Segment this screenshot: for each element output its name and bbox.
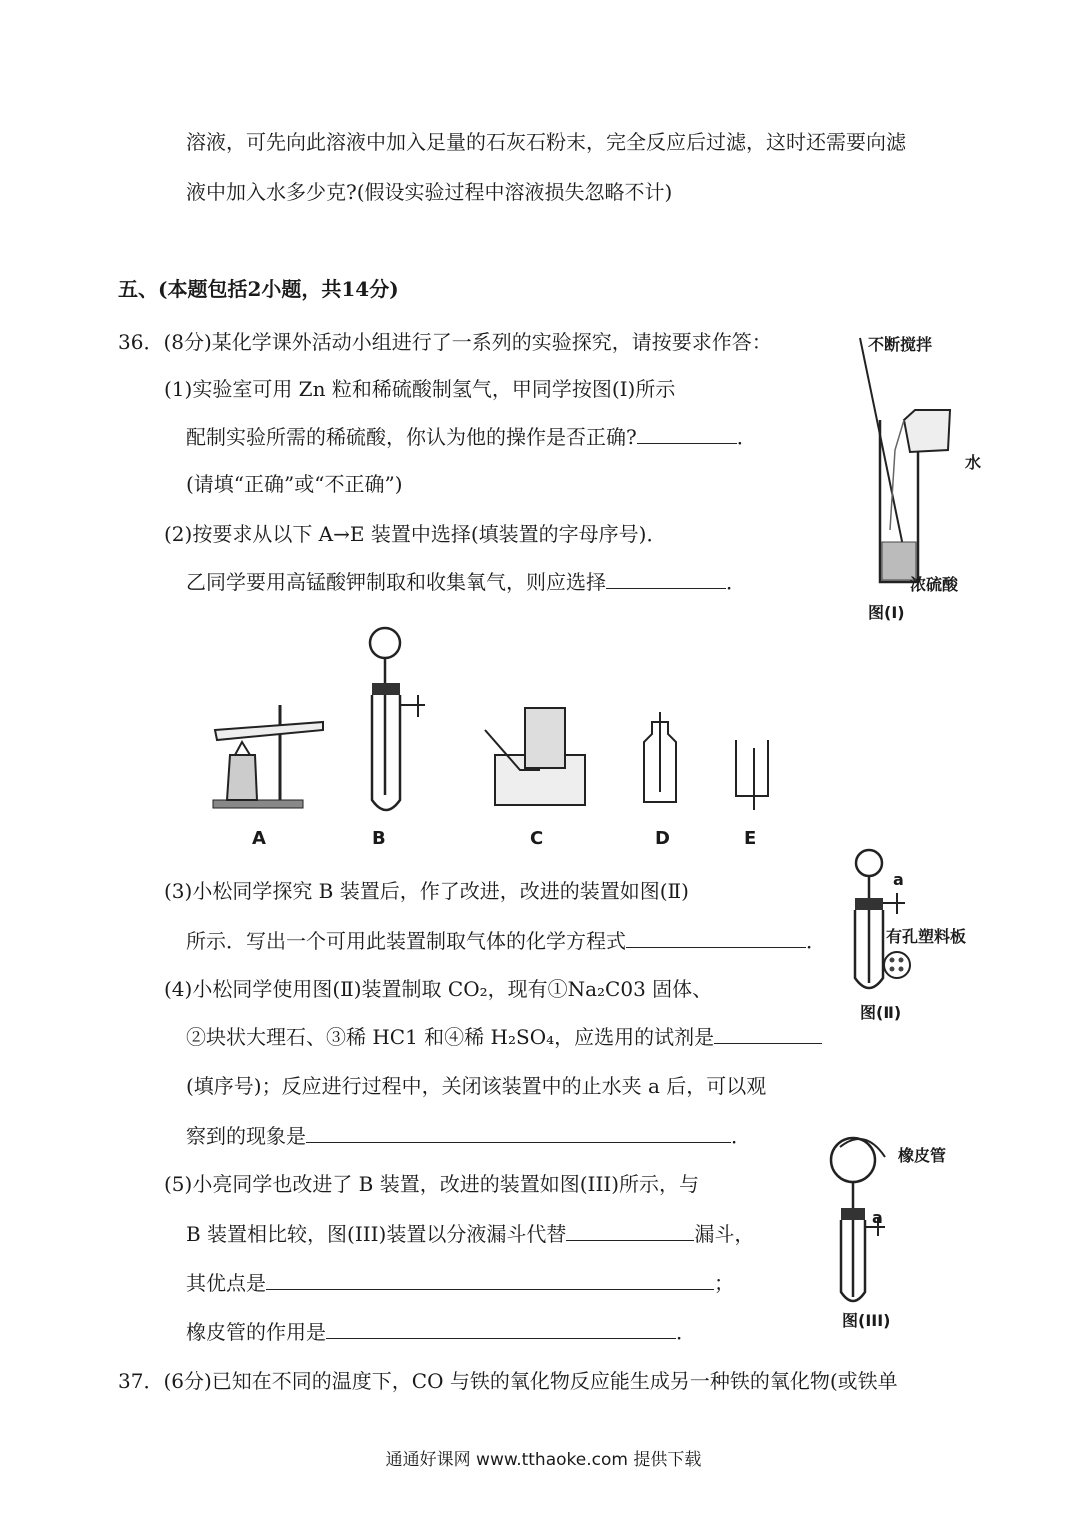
- q36-p4-text: ②块状大理石、③稀 HC1 和④稀 H₂SO₄，应选用的试剂是: [186, 1025, 715, 1049]
- apparatus-d: [636, 712, 686, 812]
- q36-p5-line3: [186, 1269, 734, 1297]
- q36-p3-text: 所示．写出一个可用此装置制取气体的化学方程式: [186, 929, 626, 953]
- fig2-plate-label: 有孔塑料板: [886, 927, 967, 946]
- fig1-acid-label: 浓硫酸: [910, 575, 959, 594]
- section-heading: 五、(本题包括2小题，共14分): [118, 277, 399, 301]
- answer-blank-3[interactable]: [626, 927, 806, 948]
- punct: ．: [806, 929, 826, 953]
- punct: ．: [731, 1124, 751, 1148]
- answer-blank-6[interactable]: [566, 1220, 694, 1241]
- q36-p4-line4: [186, 1122, 751, 1150]
- q36-p5-line4: [186, 1318, 696, 1346]
- q36-p3-line2: [186, 927, 826, 955]
- intro-line-2: 液中加入水多少克?(假设实验过程中溶液损失忽略不计): [186, 180, 673, 204]
- apparatus-label-b: B: [372, 828, 386, 849]
- q36-p4-line1: (4)小松同学使用图(Ⅱ)装置制取 CO₂，现有①Na₂C03 固体、: [164, 977, 713, 1001]
- intro-line-1: 溶液，可先向此溶液中加入足量的石灰石粉末，完全反应后过滤，这时还需要向滤: [186, 130, 906, 154]
- answer-blank-5[interactable]: [306, 1122, 731, 1143]
- porous-plate-icon: [882, 950, 912, 980]
- answer-blank-8[interactable]: [326, 1318, 676, 1339]
- fig1-caption: 图(Ⅰ): [868, 603, 905, 622]
- punct: ．: [736, 425, 757, 449]
- punct: ；: [714, 1271, 734, 1295]
- q36-p1-line1: (1)实验室可用 Zn 粒和稀硫酸制氢气，甲同学按图(Ⅰ)所示: [164, 377, 676, 401]
- apparatus-label-e: E: [744, 828, 757, 849]
- q36-p5-text2a: B 装置相比较，图(III)装置以分液漏斗代替: [186, 1222, 567, 1246]
- fig3-tube-label: 橡皮管: [898, 1146, 947, 1165]
- q36-p4-text4: 察到的现象是: [186, 1124, 306, 1148]
- fig2-caption: 图(Ⅱ): [860, 1003, 902, 1022]
- fig3-a-label: a: [872, 1208, 883, 1227]
- q37-stem: 37．(6分)已知在不同的温度下，CO 与铁的氧化物反应能生成另一种铁的氧化物(或铁单: [118, 1369, 898, 1393]
- apparatus-e: [728, 738, 778, 813]
- q36-p1-line3: (请填“正确”或“不正确”): [186, 472, 403, 496]
- punct: ．: [726, 570, 746, 594]
- q36-p5-text2b: 漏斗，: [694, 1222, 755, 1246]
- apparatus-label-a: A: [252, 828, 266, 849]
- fig3-caption: 图(III): [842, 1311, 891, 1330]
- fig2-a-label: a: [893, 870, 904, 889]
- q36-p2-line2: [186, 568, 746, 596]
- answer-blank-1[interactable]: [637, 423, 737, 444]
- apparatus-a: [205, 700, 330, 820]
- q36-p1-text: 配制实验所需的稀硫酸，你认为他的操作是否正确?: [186, 425, 637, 449]
- q36-p5-line2: [186, 1220, 754, 1248]
- q36-p2-text: 乙同学要用高锰酸钾制取和收集氧气，则应选择: [186, 570, 606, 594]
- q36-p5-text4: 橡皮管的作用是: [186, 1320, 326, 1344]
- q36-p5-line1: (5)小亮同学也改进了 B 装置，改进的装置如图(III)所示，与: [164, 1172, 700, 1196]
- q36-p4-line3: (填序号)；反应进行过程中，关闭该装置中的止水夹 a 后，可以观: [186, 1074, 767, 1098]
- page-footer: 通通好课网 www.tthaoke.com 提供下载: [385, 1450, 702, 1470]
- q36-p4-line2: [186, 1023, 822, 1051]
- q36-p2-line1: (2)按要求从以下 A→E 装置中选择(填装置的字母序号)．: [164, 522, 667, 546]
- fig1-water-label: 水: [965, 453, 982, 472]
- fig1-stir-label: 不断搅拌: [868, 335, 933, 354]
- apparatus-label-d: D: [655, 828, 670, 849]
- q36-p1-line2: [186, 423, 757, 451]
- q36-p5-text3: 其优点是: [186, 1271, 266, 1295]
- q36-stem: 36．(8分)某化学课外活动小组进行了一系列的实验探究，请按要求作答：: [118, 330, 772, 354]
- apparatus-b: [360, 625, 440, 825]
- answer-blank-7[interactable]: [266, 1269, 714, 1290]
- q36-p3-line1: (3)小松同学探究 B 装置后，作了改进，改进的装置如图(Ⅱ): [164, 879, 689, 903]
- answer-blank-2[interactable]: [606, 568, 726, 589]
- apparatus-c: [480, 700, 590, 810]
- answer-blank-4[interactable]: [714, 1023, 822, 1044]
- punct: ．: [676, 1320, 696, 1344]
- apparatus-label-c: C: [530, 828, 544, 849]
